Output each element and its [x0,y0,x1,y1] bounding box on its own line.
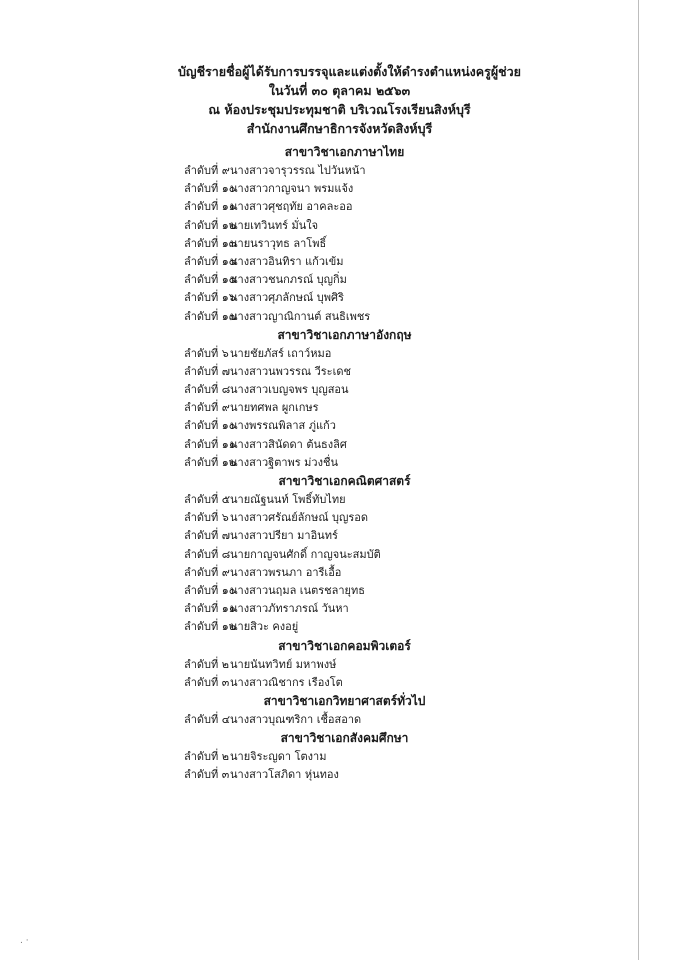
entry-order-number: ลำดับที่ ๖ [184,346,229,360]
list-item [0,345,679,363]
entry-order-number: ลำดับที่ ๑๒ [184,455,237,469]
entry-order-number: ลำดับที่ ๕ [184,493,231,506]
list-item [0,656,679,674]
list-item [0,748,679,766]
scan-specks: . · [20,936,29,946]
list-item [0,271,679,289]
entry-person-name: นายทศพล ผูกเกษร [230,401,319,415]
entry-order-number: ลำดับที่ ๖ [184,511,229,525]
list-item [0,582,679,600]
list-item [0,217,679,235]
list-item [0,618,679,636]
list-item [0,564,679,582]
header-venue: ณ ห้องประชุมประทุมชาติ บริเวณโรงเรียนสิงห์บุรี [208,102,471,117]
entry-person-name: นางสาวนพวรรณ วีระเดช [230,364,351,378]
entry-person-name: นางสาวฐิตาพร ม่วงชื่น [230,455,338,469]
entry-order-number: ลำดับที่ ๘ [184,547,231,561]
list-item [0,363,679,381]
section-title: สาขาวิชาเอกสังคมศึกษา [280,731,409,746]
entry-order-number: ลำดับที่ ๑๐ [184,419,236,433]
entry-person-name: นายจิระญดา โตงาม [230,750,327,764]
list-item [0,198,679,216]
entry-person-name: นางสาวญาณิกานต์ สนธิเพชร [230,309,371,323]
entry-person-name: นายกาญจนศักดิ์ กาญจนะสมบัติ [230,547,381,561]
entry-person-name: นางสาวพรนภา อารีเอื้อ [230,565,342,579]
entry-person-name: นางสาวนฤมล เนตรชลายุทธ [230,583,365,597]
list-item [0,711,679,729]
entry-order-number: ลำดับที่ ๙ [184,164,230,177]
entry-order-number: ลำดับที่ ๑๔ [184,254,238,268]
list-item [0,399,679,417]
entry-person-name: นางสาวจารุวรรณ ไปวันหน้า [230,164,366,177]
section-title: สาขาวิชาเอกคณิตศาสตร์ [278,474,411,488]
list-item [0,491,679,509]
entry-person-name: นายเทวินทร์ มั่นใจ [230,218,319,232]
entry-person-name: นางสาวภัทราภรณ์ วันหา [230,602,349,616]
entry-person-name: นางสาวศุชฤทัย อาคละออ [230,200,353,214]
entry-order-number: ลำดับที่ ๑๕ [184,273,238,287]
entry-person-name: นางสาวปรียา มาอินทร์ [230,529,338,543]
entry-person-name: นางสาวโสภิดา หุ่นทอง [230,768,339,782]
entry-person-name: นางสาวศรัณย์ลักษณ์ บุญรอด [230,511,369,525]
entry-order-number: ลำดับที่ ๑๑ [184,602,236,616]
entry-order-number: ลำดับที่ ๑๐ [184,583,236,597]
section-title: สาขาวิชาเอกคอมพิวเตอร์ [278,638,411,653]
list-item [0,546,679,564]
entry-order-number: ลำดับที่ ๗ [184,364,231,378]
entry-person-name: นางสาวสินัดดา ต้นธงลิศ [230,437,347,451]
entry-order-number: ลำดับที่ ๑๒ [184,620,237,634]
entry-order-number: ลำดับที่ ๑๗ [184,309,238,323]
entry-person-name: นางสาวเบญจพร บุญสอน [230,383,349,397]
entry-order-number: ลำดับที่ ๔ [184,712,231,726]
entry-order-number: ลำดับที่ ๙ [184,401,230,415]
list-item [0,235,679,253]
entry-order-number: ลำดับที่ ๒ [184,750,230,764]
document-header [0,62,679,138]
entry-person-name: นายสิวะ คงอยู่ [230,620,299,634]
entry-person-name: นายนราวุทธ ลาโพธิ์ [230,236,327,250]
entry-person-name: นายนันทวิทย์ มหาพงษ์ [230,657,337,671]
entry-order-number: ลำดับที่ ๗ [184,529,231,543]
entry-order-number: ลำดับที่ ๓ [184,675,230,689]
section-title: สาขาวิชาเอกภาษาอังกฤษ [277,327,412,342]
entry-order-number: ลำดับที่ ๒ [184,657,230,671]
entry-order-number: ลำดับที่ ๙ [184,565,230,579]
entry-person-name: นายชัยภัสร์ เถาว์หมอ [230,346,332,360]
list-item [0,766,679,784]
list-item [0,381,679,399]
header-title: บัญชีรายชื่อผู้ได้รับการบรรจุและแต่งตั้งให้ดำรงตำแหน่งครูผู้ช่วย [177,64,522,79]
list-item [0,180,679,198]
entry-order-number: ลำดับที่ ๑๑ [184,437,236,451]
list-item [0,436,679,454]
list-item [0,674,679,692]
section-title: สาขาวิชาเอกวิทยาศาสตร์ทั่วไป [263,693,426,708]
entry-order-number: ลำดับที่ ๑๑ [184,200,236,214]
list-item [0,454,679,472]
entry-person-name: นางสาวอินทิรา แก้วเข้ม [230,254,344,268]
entry-person-name: นางสาวศุภลักษณ์ บุพศิริ [230,291,344,305]
header-office: สำนักงานศึกษาธิการจังหวัดสิงห์บุรี [246,121,433,136]
list-item [0,509,679,527]
entry-order-number: ลำดับที่ ๓ [184,768,230,782]
list-item [0,308,679,326]
header-date: ในวันที่ ๓๐ ตุลาคม ๒๕๖๓ [268,83,411,98]
entry-person-name: นายณัฐนนท์ โพธิ์ทับไทย [230,493,346,506]
entry-order-number: ลำดับที่ ๑๒ [184,218,237,232]
entry-order-number: ลำดับที่ ๘ [184,383,231,397]
entry-person-name: นางสาวบุณฑริกา เชื้อสอาด [230,712,362,726]
entry-order-number: ลำดับที่ ๑๐ [184,182,236,196]
entry-person-name: นางสาวณิชากร เรืองโต [230,675,343,689]
entry-order-number: ลำดับที่ ๑๓ [184,236,237,250]
entry-person-name: นางพรรณพิลาส ภู่แก้ว [230,419,336,433]
list-item [0,527,679,545]
list-item [0,253,679,271]
list-item [0,289,679,307]
section-title: สาขาวิชาเอกภาษาไทย [284,145,405,159]
appointment-list [0,143,679,784]
list-item [0,417,679,435]
list-item [0,600,679,618]
list-item [0,162,679,180]
entry-person-name: นางสาวชนกภรณ์ บุญกิ่ม [230,273,347,287]
entry-person-name: นางสาวกาญจนา พรมแจ้ง [230,182,354,196]
entry-order-number: ลำดับที่ ๑๖ [184,291,236,305]
